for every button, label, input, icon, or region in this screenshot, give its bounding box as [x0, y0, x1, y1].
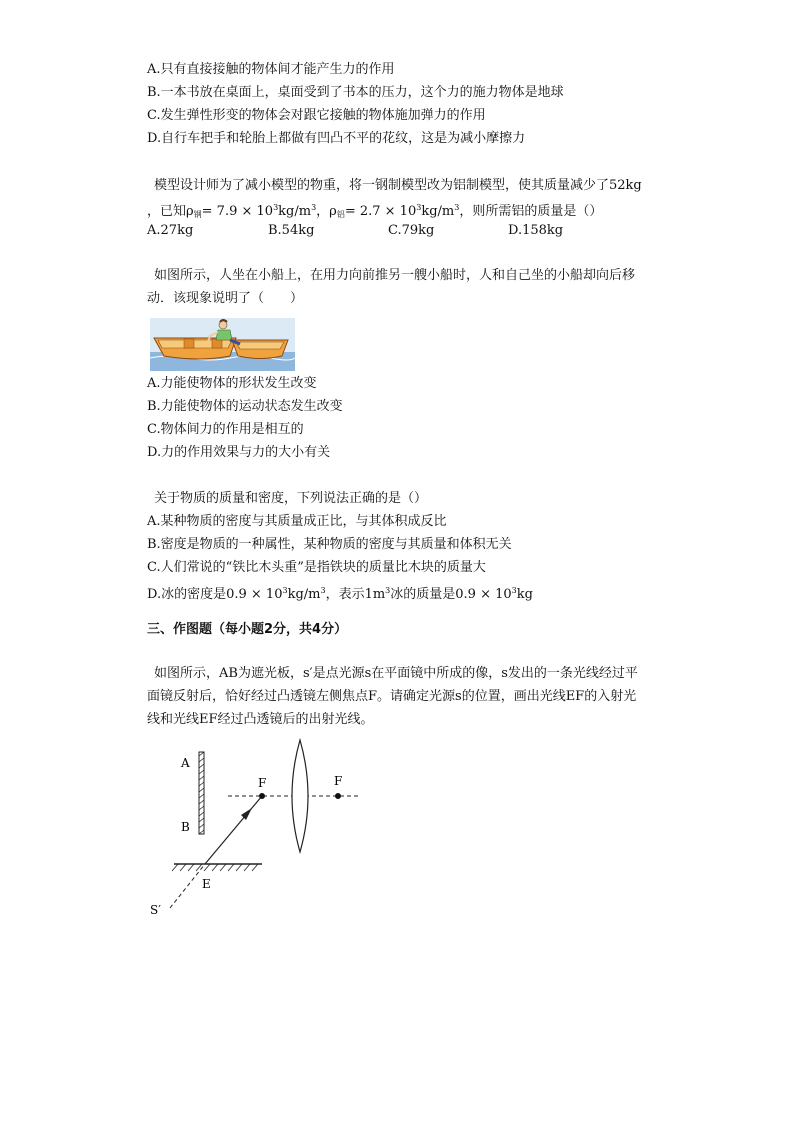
question-stem-line3: 线和光线EF经过凸透镜后的出射光线。 — [147, 712, 374, 727]
option-a: A.某种物质的密度与其质量成正比，与其体积成反比 — [147, 514, 447, 529]
option-c: C.物体间力的作用是相互的 — [147, 422, 304, 437]
option-c: C.人们常说的“铁比木头重”是指铁块的质量比木块的质量大 — [147, 560, 486, 575]
question-stem-line2: ，已知$\rho_钢= 7.9 \times 10^3kg/m^3$，$\rho_铝= 2.7 \times 10^3kg/m^3$，则所需铝的质量是（） — [147, 203, 603, 219]
label-b: B — [181, 820, 190, 834]
option-b: B.54kg — [268, 223, 315, 238]
question-stem-line2: 面镜反射后，恰好经过凸透镜左侧焦点F。请确定光源s的位置，画出光线EF的入射光 — [147, 689, 637, 704]
label-e: E — [202, 877, 211, 891]
option-b: B.力能使物体的运动状态发生改变 — [147, 399, 343, 414]
question-stem: 模型设计师为了减小模型的物重，将一钢制模型改为铝制模型，使其质量减少了52kg — [154, 178, 642, 193]
option-b: B.密度是物质的一种属性，某种物质的密度与其质量和体积无关 — [147, 537, 512, 552]
label-f-left: F — [258, 776, 267, 790]
question-stem-line2: 动．该现象说明了（ ） — [147, 291, 304, 306]
option-d: D.力的作用效果与力的大小有关 — [147, 445, 331, 460]
question-stem: 关于物质的质量和密度，下列说法正确的是（） — [154, 491, 428, 506]
option-d: D.自行车把手和轮胎上都做有凹凸不平的花纹，这是为减小摩擦力 — [147, 131, 526, 146]
options-row — [147, 223, 667, 241]
option-b: B.一本书放在桌面上，桌面受到了书本的压力，这个力的施力物体是地球 — [147, 85, 564, 100]
option-c: C.发生弹性形变的物体会对跟它接触的物体施加弹力的作用 — [147, 108, 486, 123]
label-a: A — [181, 756, 190, 770]
section-title: 三、作图题（每小题2分，共4分） — [147, 622, 348, 637]
optics-diagram — [140, 738, 380, 923]
option-a: A.27kg — [147, 223, 194, 238]
option-a: A.力能使物体的形状发生改变 — [147, 376, 317, 391]
option-a: A.只有直接接触的物体间才能产生力的作用 — [147, 62, 395, 77]
label-f-right: F — [334, 774, 343, 788]
label-s-prime: S′ — [150, 903, 161, 917]
option-c: C.79kg — [388, 223, 435, 238]
option-d: D.158kg — [508, 223, 564, 238]
option-d: D.冰的密度是$0.9 \times 10^3kg/m^3$，表示$1m^3$冰的质量是$0.9 \times 10^3kg$ — [147, 586, 533, 602]
boat-illustration — [150, 318, 295, 371]
question-stem: 如图所示，AB为遮光板，s′是点光源s在平面镜中所成的像，s发出的一条光线经过平 — [154, 666, 638, 681]
question-stem: 如图所示，人坐在小船上，在用力向前推另一艘小船时，人和自己坐的小船却向后移 — [154, 268, 636, 283]
